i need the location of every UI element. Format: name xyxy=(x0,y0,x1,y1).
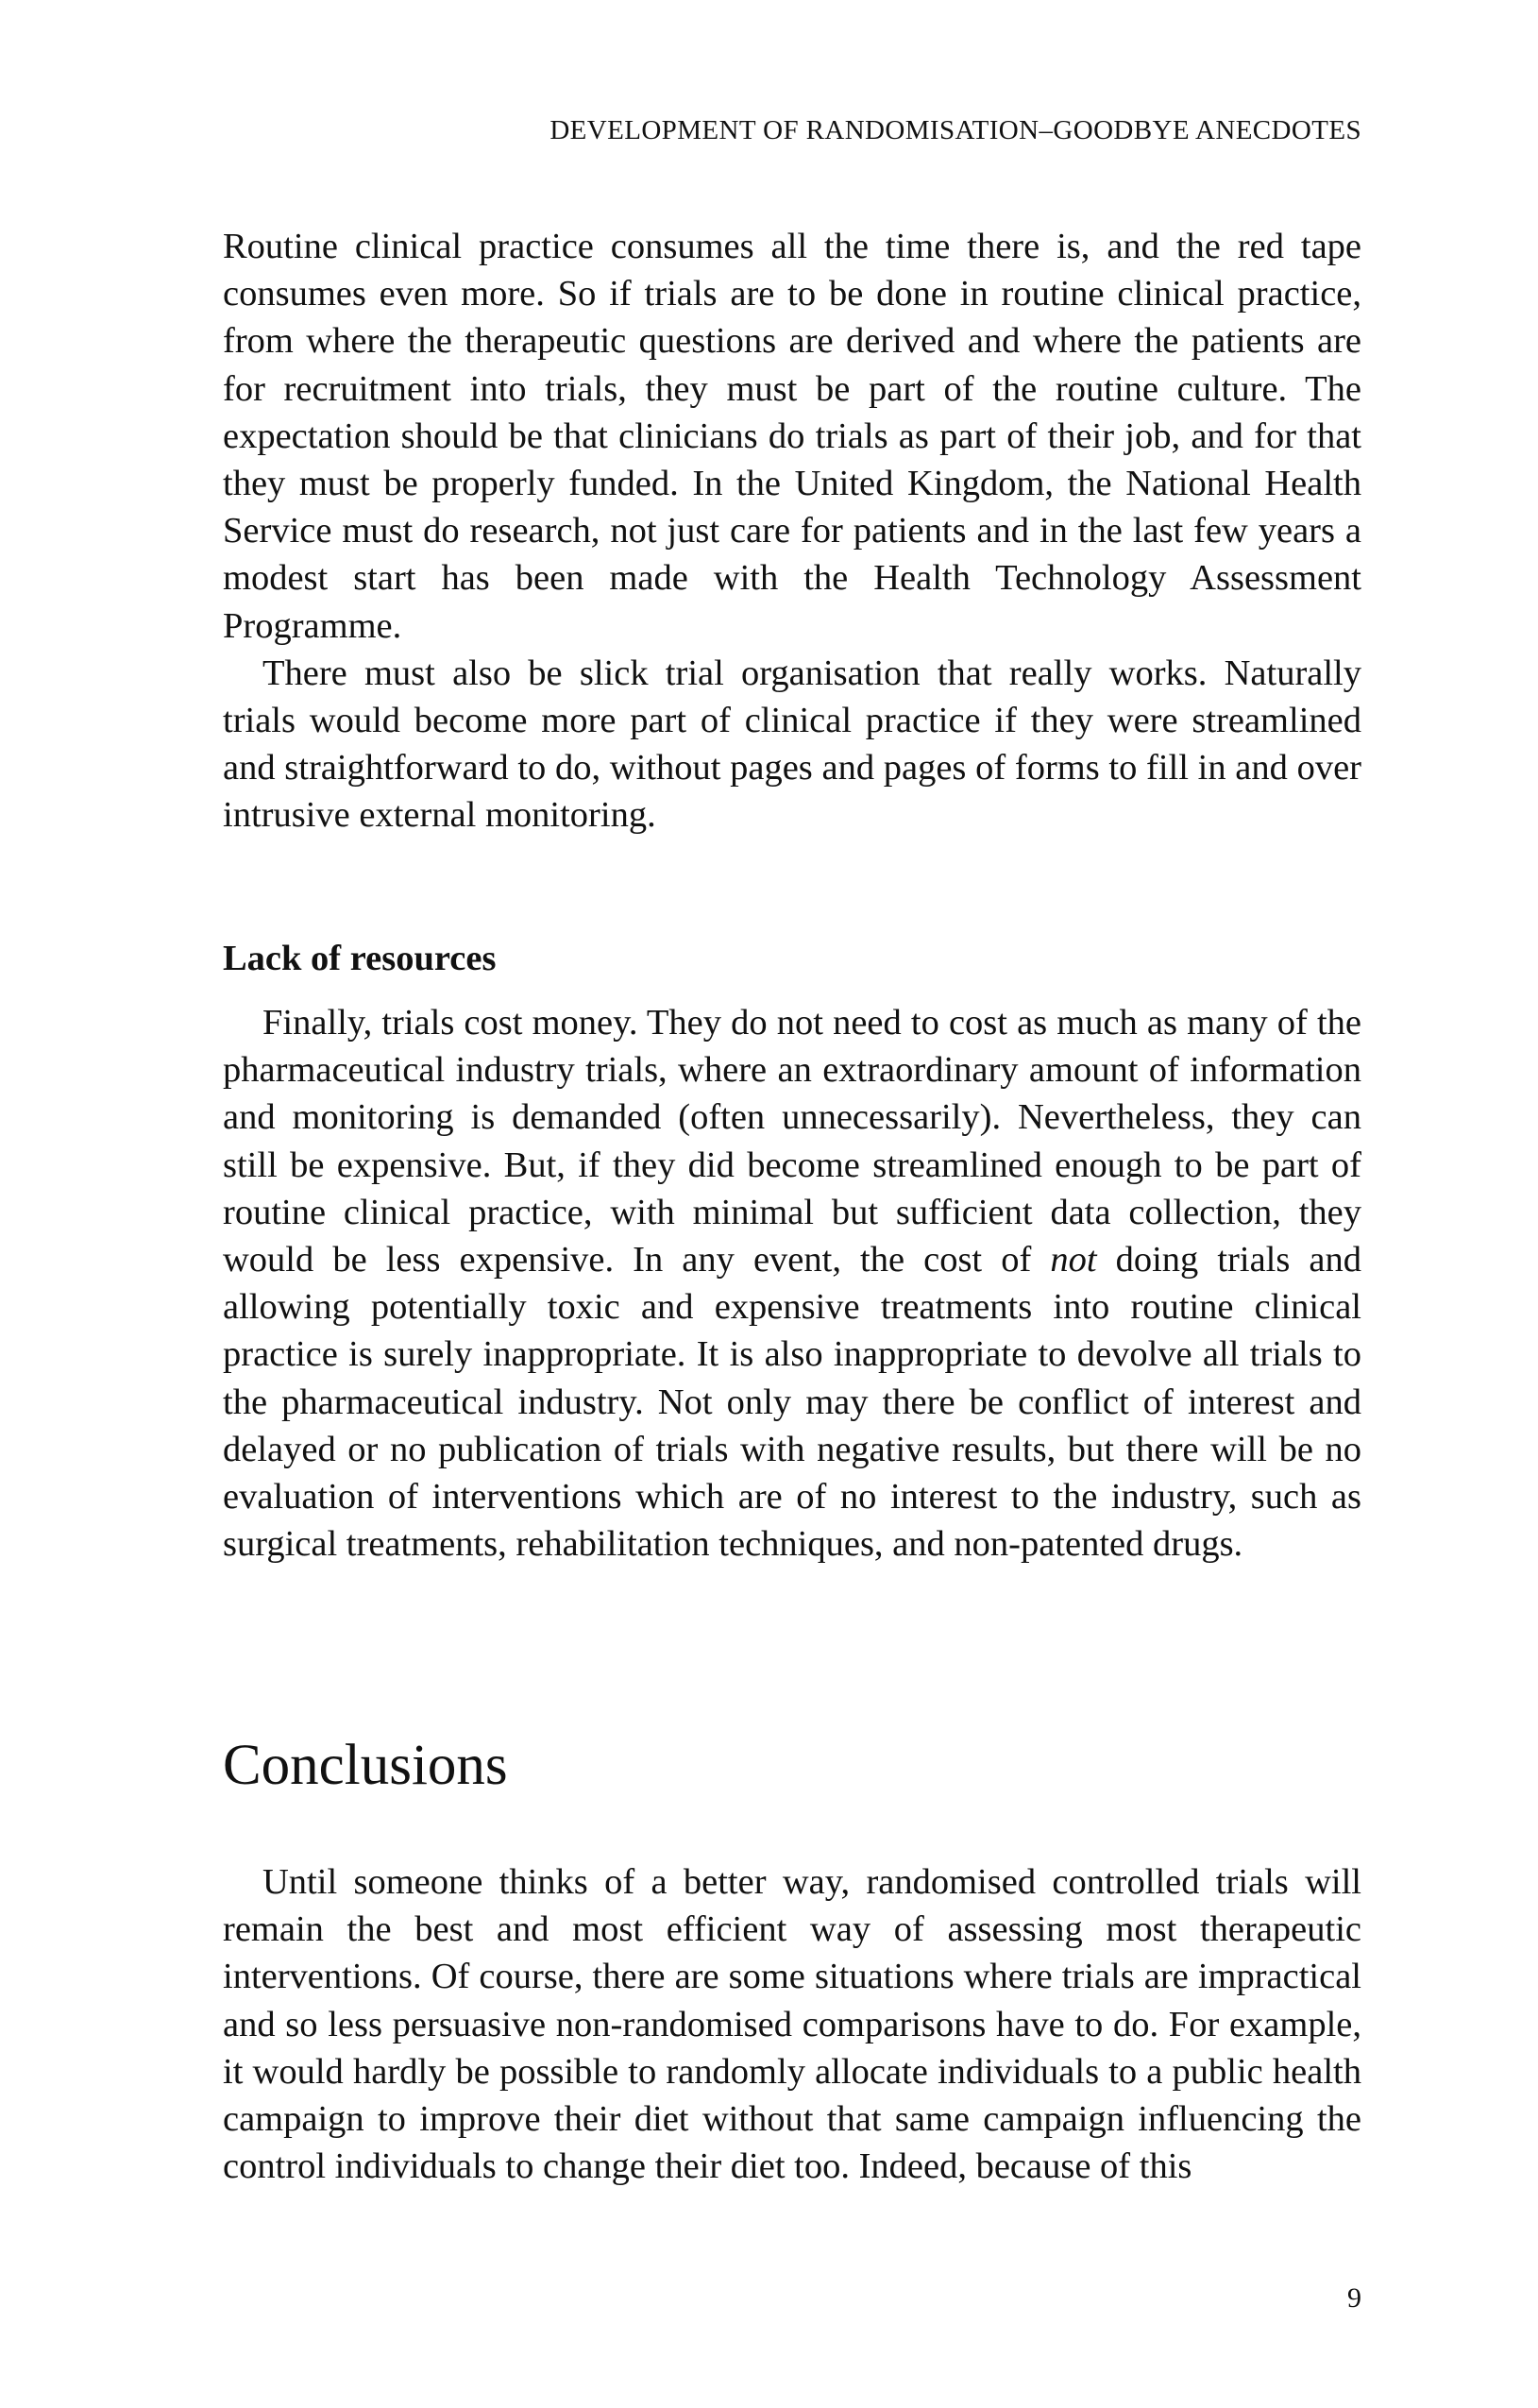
body-text-block xyxy=(223,223,1361,839)
body-text-block xyxy=(223,1858,1361,2190)
paragraph-cost-part-1: Finally, trials cost money. They do not need to cost as much as many of the pharmaceutical industry trials, where an extraordinary amount of information and monitoring is demanded (often unnecessarily). Nevertheless, they can still be expensive. But, if they did become streamlined enough to be part of routine clinical practice, with minimal but sufficient data collection, they would be less expensive. In any event, the cost of xyxy=(223,1003,1361,1280)
body-text-block xyxy=(223,999,1361,1568)
section-title-conclusions: Conclusions xyxy=(223,1734,508,1797)
page-number: 9 xyxy=(1347,2282,1361,2314)
paragraph-conclusions: Until someone thinks of a better way, randomised controlled trials will remain the best and most efficient way of assessing most therapeutic interventions. Of course, there are some situations where trials are impractical and so less persuasive non-randomised comparisons have to do. For example, it would hardly be possible to randomly allocate individuals to a public health campaign to improve their diet without that same campaign influencing the control individuals to change their diet too. Indeed, because of this xyxy=(223,1862,1361,2187)
paragraph-routine-practice: Routine clinical practice consumes all the time there is, and the red tape consumes even more. So if trials are to be done in routine clinical practice, from where the therapeutic questions are derived and where the patients are for recruitment into trials, they must be part of the routine culture. The expectation should be that clinicians do trials as part of their job, and for that they must be properly funded. In the United Kingdom, the National Health Service must do research, not just care for patients and in the last few years a modest start has been made with the Health Technology Assessment Programme. xyxy=(223,227,1361,646)
running-head: DEVELOPMENT OF RANDOMISATION–GOODBYE ANECDOTES xyxy=(549,115,1361,145)
paragraph-cost-part-2: doing trials and allowing potentially toxic and expensive treatments into routine clinical practice is surely inappropriate. It is also inappropriate to devolve all trials to the pharmaceutical industry. Not only may there be conflict of interest and delayed or no publication of trials with negative results, but there will be no evaluation of interventions which are of no interest to the industry, such as surgical treatments, rehabilitation techniques, and non-patented drugs. xyxy=(223,1240,1361,1565)
emphasis-not: not xyxy=(1050,1240,1097,1280)
subheading-lack-of-resources: Lack of resources xyxy=(223,939,497,978)
paragraph-cost xyxy=(223,999,1361,1568)
paragraph-trial-organisation: There must also be slick trial organisation that really works. Naturally trials would become more part of clinical practice if they were streamlined and straightforward to do, without pages and pages of forms to fill in and over intrusive external monitoring. xyxy=(223,653,1361,836)
